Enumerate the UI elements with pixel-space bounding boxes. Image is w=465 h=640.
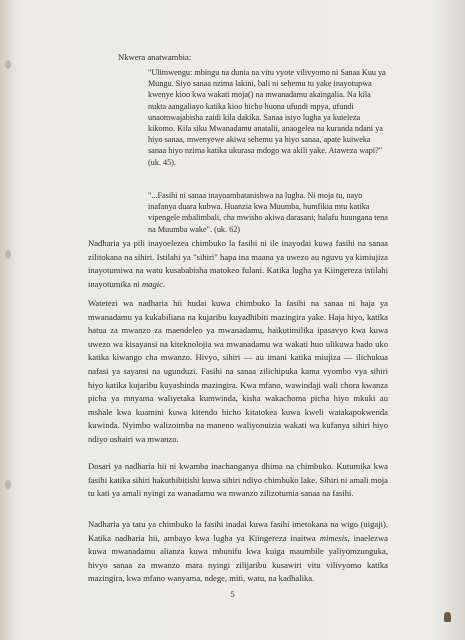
block-quote-2: "...Fasihi ni sanaa inayoambatanishwa na lugha. Ni moja tu, nayo inafanya duara kubwa. Huanzia kwa Muumba, humfikia mtu katika vipengele mbalimbali, cha mwisho akiwa darasani; halafu huungana tena na Muumba wake". (uk. 62) [148,191,388,234]
paragraph-watetezi: Watetezi wa nadharia hii hudai kuwa chimbuko la fasihi na sanaa ni haja ya mwanadamu ya kukabiliana na kujaribu kuyadhibiti mazingira yake. Haja hiyo, katika hatua za mwanzo za maendeleo ya mwanadamu, haikutimilika ipasavyo kwa kuwa uwezo wa kisayansi na kiteknolojia wa mwanadamu wa wakati huo ulikuwa bado uko katika kiwango cha mwanzo. Hivyo, sihiri — au imani katika miujiza — ilichukua nafasi ya sayansi na ugunduzi. Fasihi na sanaa zilichipuka kama vyombo vya sihiri hiyo katika kujaribu kuyashinda mazingira. Kwa mfano, wawindaji wali chora kwanza picha ya mnyama waliyetaka kumwinda, kisha wakachoma picha hiyo mkuki au mshale kwa kuamini kuwa kitendo hicho kitatokea kuwa kweli watakapokwenda kuwinda. Nyimbo walizoimba na maneno waliyonuizia wakati wa kufanya sihiri hiyo ndiyo ushairi wa mwanzo. [88,298,388,444]
paragraph-dosari: Dosari ya nadharia hii ni kwamba inachanganya dhima na chimbuko. Kutumika kwa fasihi katika sihiri hakuthibitishi kuwa sihiri ndiyo chimbuko lake. Sihiri ni amali moja tu kati ya amali nyingi za wanadamu wa mwanzo zilizotumia sanaa na fasihi. [88,461,388,499]
italic-term: mimesis, [319,532,350,543]
italic-term: magic. [141,278,166,289]
punch-hole [5,250,11,259]
page-number: 5 [230,589,235,599]
intro-line: Nkwera anatwambia: [118,52,192,62]
paragraph-text: Nadharia ya pili inayoelezea chimbuko la fasihi ni ile inayodai kuwa fasihi na sanaa zilitokana na sihiri. Istilahi ya "sihiri" hapa ina maana ya uwezo au nguvu ya kimiujiza inayotumiwa na watu kusababisha matokeo fulani. Katika lugha ya Kiingereza istilahi inayotumika ni [88,238,388,289]
corner-stain [444,612,451,622]
paragraph-text: inaelezwa kuwa mwanadamu alianza kuwa mbunifu kwa kuiga maumbile yaliyomzunguka, hivyo sanaa za mwanzo mara nyingi zilijaribu kusawiri vitu vilivyomo katika mazingira, kwa mfano wanyama, ndege, miti, watu, na kadhalika. [88,532,388,584]
block-quote-1: "Ulimwengu: mbingu na dunia na vitu vyote vilivyomo ni Sanaa Kuu ya Mungu. Siyo sanaa nzima lakini, bali ni sehemu tu yake inayotupwa kwenye kioo kwa wakati moja() na mwanadamu akaingalia. Na kila nukta aangaliayo katika kioo hicho huona ufundi mpya, ufundi unaomwajabisha zaidi kila dakika. Sanaa isiyo lugha ya kuieleza kikomo. Kila siku Mwanadamu anatalii, anaogelea na kuranda ndani ya hiyo sanaa, mwenyewe akiwa sehemu ya hiyo sanaa, apate kuiweka sanaa hiyo nzima katika ukurasa mdogo wa akili yake. Ataweza wapi?" (uk. 45). [148,68,386,167]
paragraph-text: Nadharia ya tatu ya chimbuko la fasihi inadai kuwa fasihi imetokana na wigo (uigaji). Katika nadharia hii, ambayo kwa lugha ya Kiingereza inaitwa [88,519,388,543]
punch-hole [5,60,11,69]
paragraph-mimesis [88,518,388,586]
page-binding-edge [0,0,14,640]
paragraph-sihiri-theory [88,237,388,291]
punch-hole [5,480,11,489]
